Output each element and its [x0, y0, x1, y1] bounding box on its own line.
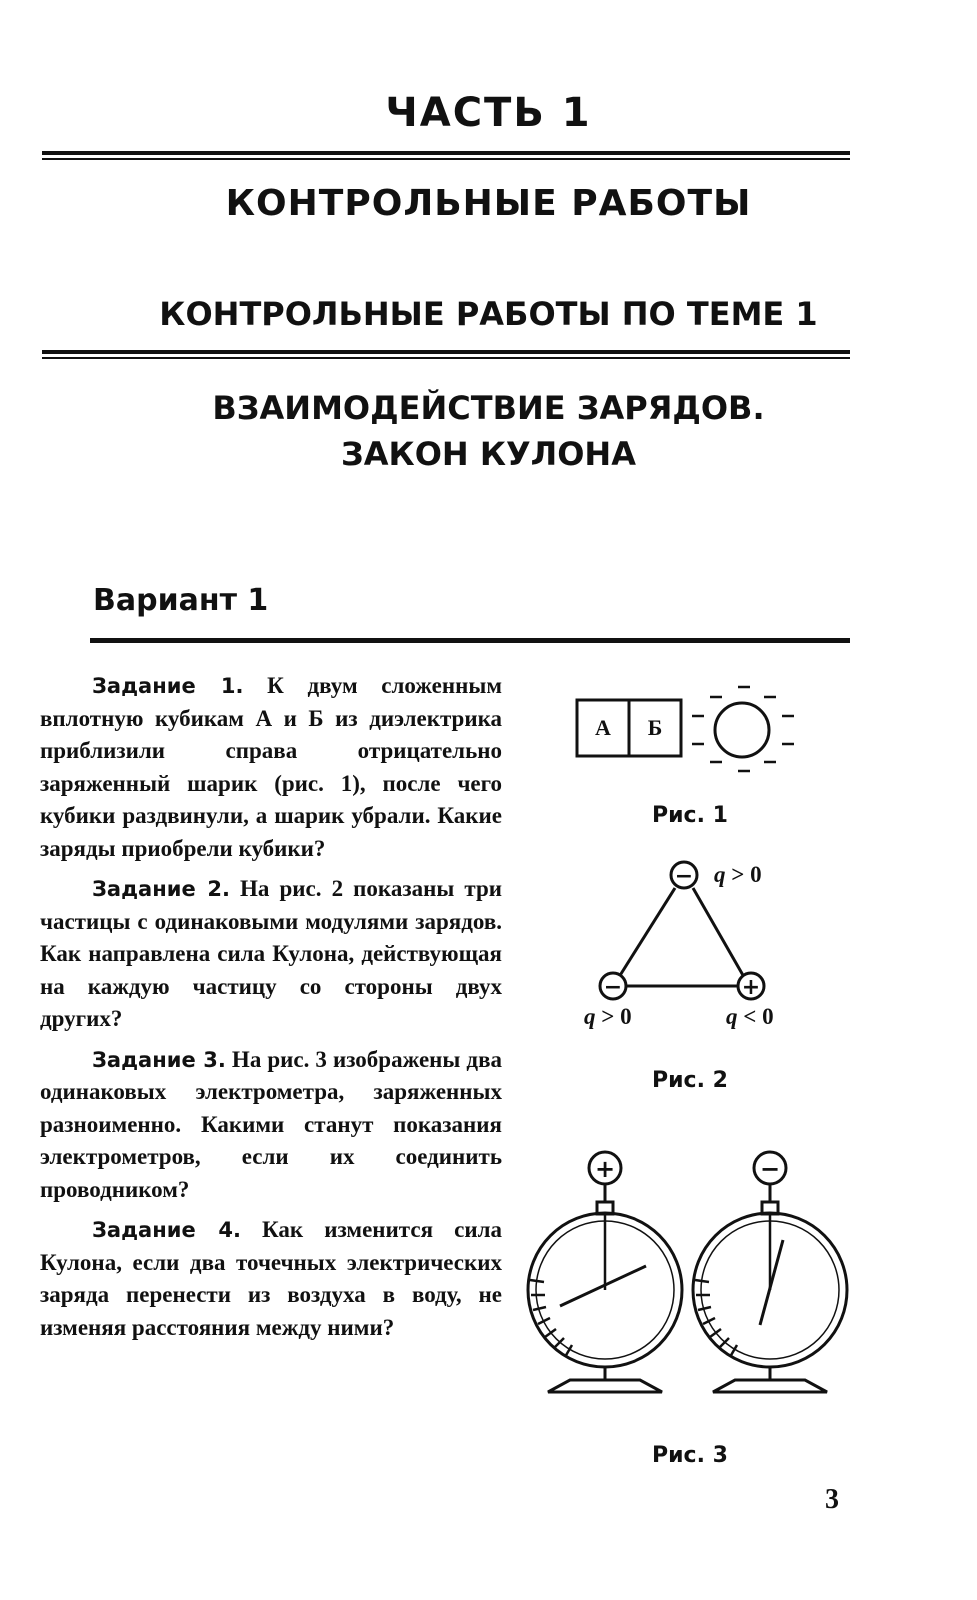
charge-label-top-rel: > 0 [725, 862, 762, 887]
electrometer-right [693, 1152, 847, 1392]
cube-b-label: Б [647, 715, 663, 740]
charge-label-right [726, 1004, 774, 1030]
page-number: 3 [825, 1484, 839, 1515]
task-4-label: Задание 4. [92, 1218, 241, 1242]
charge-label-left [584, 1004, 632, 1030]
task-2-label: Задание 2. [92, 877, 230, 901]
electrometer-left-sign: + [594, 1155, 616, 1183]
figure-1 [577, 687, 794, 771]
charge-label-right-var: q [726, 1004, 738, 1029]
electrometer-right-base [713, 1380, 827, 1392]
figure-1-caption: Рис. 1 [652, 803, 728, 828]
negative-ball [715, 703, 769, 757]
task-3-text: На рис. 3 изображены два одинаковых электрометра, заряженных разноименно. Какими станут показания электрометров, если их соединить проводником? [40, 1046, 502, 1202]
task-2-text: На рис. 2 показаны три частицы с одинаковыми модулями зарядов. Как направлена сила Кулона, действующая на каждую частицу со стороны двух других? [40, 876, 503, 1031]
topic-line-2: ЗАКОН КУЛОНА [341, 435, 636, 473]
electrometer-right-needle [760, 1240, 783, 1325]
task-1-label: Задание 1. [92, 674, 244, 698]
theme-heading: КОНТРОЛЬНЫЕ РАБОТЫ ПО ТЕМЕ 1 [159, 295, 818, 333]
task-1-text: К двум сложенным вплотную кубикам А и Б из диэлектрика приблизили справа отрицательно заряженный шарик (рис. 1), после чего кубики раздвинули, а шарик убрали. Какие заряды приобрели кубики? [40, 673, 503, 861]
electrometer-left-needle [560, 1266, 646, 1306]
cube-a-label: А [595, 715, 611, 740]
particle-top-sign: − [674, 864, 694, 889]
charge-label-left-rel: > 0 [595, 1004, 632, 1029]
variant-heading: Вариант 1 [93, 583, 269, 618]
task-3-label: Задание 3. [92, 1047, 226, 1072]
particle-left-sign: − [603, 975, 623, 1000]
figure-3 [528, 1152, 847, 1392]
triangle-edge-right [693, 888, 744, 977]
charge-label-left-var: q [584, 1004, 596, 1029]
task-4-text: Как изменится сила Кулона, если два точечных электрических заряда перенести из воздуха в воду, не изменяя расстояния между ними? [40, 1217, 502, 1340]
particle-right-sign: + [741, 975, 761, 1000]
part-heading: ЧАСТЬ 1 [385, 90, 592, 136]
electrometer-left [528, 1152, 682, 1392]
charge-label-top-var: q [714, 862, 726, 887]
charge-label-top [714, 862, 762, 888]
charge-label-right-rel: < 0 [737, 1004, 774, 1029]
section-heading: КОНТРОЛЬНЫЕ РАБОТЫ [225, 183, 752, 224]
triangle-edge-left [619, 888, 675, 977]
electrometer-left-base [548, 1380, 662, 1392]
topic-line-1: ВЗАИМОДЕЙСТВИЕ ЗАРЯДОВ. [212, 389, 765, 427]
electrometer-right-sign: − [759, 1155, 781, 1183]
figure-2-caption: Рис. 2 [652, 1068, 728, 1093]
figure-3-caption: Рис. 3 [652, 1443, 728, 1468]
